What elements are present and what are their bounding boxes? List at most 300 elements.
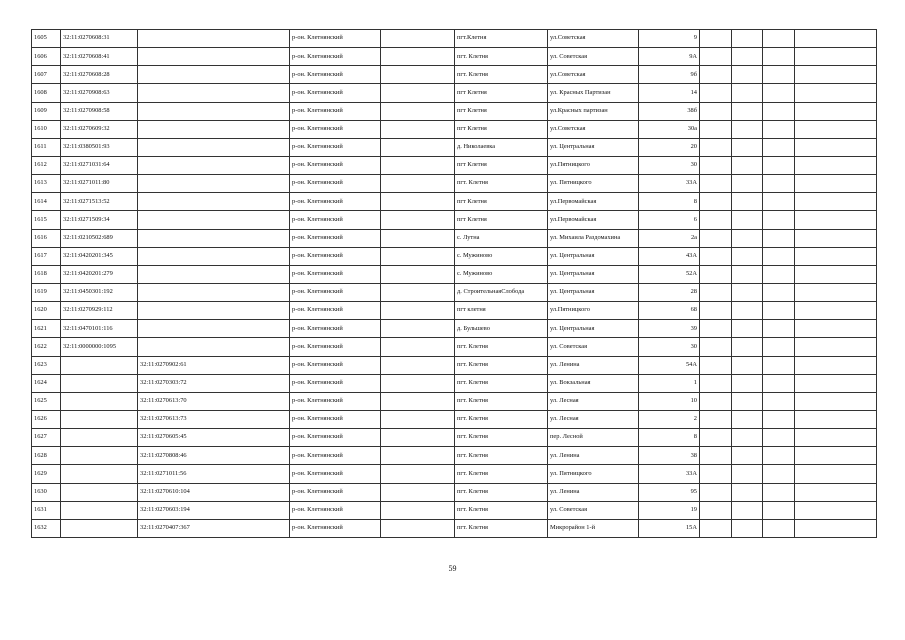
empty-cell — [381, 66, 455, 84]
street-cell: ул.Советская — [548, 30, 639, 48]
empty-cell — [732, 30, 763, 48]
empty-cell — [732, 320, 763, 338]
cadastral-number-b: 32:11:0270613:70 — [138, 392, 290, 410]
empty-cell — [700, 66, 732, 84]
cadastral-number-a: 32:11:0450301:192 — [61, 283, 138, 301]
house-number-cell: 10 — [639, 392, 700, 410]
cadastral-number-a: 32:11:0270609:32 — [61, 120, 138, 138]
locality-cell: пгт. Клетня — [455, 338, 548, 356]
empty-cell — [763, 374, 795, 392]
empty-cell — [795, 48, 877, 66]
empty-cell — [732, 265, 763, 283]
street-cell: ул. Пятницкого — [548, 465, 639, 483]
cadastral-number-b — [138, 48, 290, 66]
locality-cell: пгт. Клетня — [455, 429, 548, 447]
empty-cell — [381, 338, 455, 356]
cadastral-number-b — [138, 265, 290, 283]
empty-cell — [732, 501, 763, 519]
locality-cell: пгт. Клетня — [455, 465, 548, 483]
district-cell: р-он. Клетнянский — [290, 302, 381, 320]
empty-cell — [763, 156, 795, 174]
empty-cell — [763, 102, 795, 120]
table-row — [32, 356, 877, 374]
house-number-cell: 2 — [639, 410, 700, 428]
locality-cell: пгт. Клетня — [455, 356, 548, 374]
empty-cell — [700, 229, 732, 247]
locality-cell: с. Лутна — [455, 229, 548, 247]
empty-cell — [795, 519, 877, 537]
empty-cell — [700, 283, 732, 301]
empty-cell — [795, 501, 877, 519]
table-row — [32, 483, 877, 501]
empty-cell — [732, 66, 763, 84]
empty-cell — [763, 302, 795, 320]
cadastral-number-b — [138, 84, 290, 102]
row-number: 1632 — [32, 519, 61, 537]
street-cell: ул.Пятницкого — [548, 302, 639, 320]
street-cell: ул. Советская — [548, 338, 639, 356]
empty-cell — [795, 247, 877, 265]
district-cell: р-он. Клетнянский — [290, 519, 381, 537]
street-cell: ул. Ленина — [548, 447, 639, 465]
empty-cell — [732, 175, 763, 193]
table-row — [32, 283, 877, 301]
locality-cell: пгт. Клетня — [455, 392, 548, 410]
cadastral-number-a: 32:11:0380501:93 — [61, 138, 138, 156]
house-number-cell: 6 — [639, 211, 700, 229]
street-cell: пер. Лесной — [548, 429, 639, 447]
table-row — [32, 320, 877, 338]
empty-cell — [732, 48, 763, 66]
house-number-cell: 43А — [639, 247, 700, 265]
district-cell: р-он. Клетнянский — [290, 156, 381, 174]
empty-cell — [732, 392, 763, 410]
empty-cell — [763, 392, 795, 410]
table-row — [32, 392, 877, 410]
cadastral-number-a: 32:11:0270608:41 — [61, 48, 138, 66]
house-number-cell: 9б — [639, 66, 700, 84]
empty-cell — [381, 156, 455, 174]
house-number-cell: 8 — [639, 429, 700, 447]
empty-cell — [795, 66, 877, 84]
house-number-cell: 33А — [639, 465, 700, 483]
street-cell: ул. Советская — [548, 48, 639, 66]
empty-cell — [795, 156, 877, 174]
empty-cell — [732, 338, 763, 356]
cadastral-number-b — [138, 193, 290, 211]
district-cell: р-он. Клетнянский — [290, 501, 381, 519]
street-cell: ул. Красных Партизан — [548, 84, 639, 102]
empty-cell — [700, 338, 732, 356]
row-number: 1606 — [32, 48, 61, 66]
empty-cell — [381, 356, 455, 374]
cadastral-number-b — [138, 102, 290, 120]
empty-cell — [381, 265, 455, 283]
district-cell: р-он. Клетнянский — [290, 447, 381, 465]
table-row — [32, 30, 877, 48]
row-number: 1625 — [32, 392, 61, 410]
empty-cell — [700, 447, 732, 465]
row-number: 1628 — [32, 447, 61, 465]
district-cell: р-он. Клетнянский — [290, 48, 381, 66]
table-row — [32, 410, 877, 428]
district-cell: р-он. Клетнянский — [290, 265, 381, 283]
house-number-cell: 30 — [639, 156, 700, 174]
row-number: 1631 — [32, 501, 61, 519]
page-number: 59 — [448, 564, 457, 573]
district-cell: р-он. Клетнянский — [290, 392, 381, 410]
cadastral-number-a — [61, 429, 138, 447]
empty-cell — [700, 465, 732, 483]
street-cell: ул. Ленина — [548, 483, 639, 501]
cadastral-number-b — [138, 211, 290, 229]
street-cell: ул. Советская — [548, 501, 639, 519]
street-cell: ул. Лесная — [548, 410, 639, 428]
empty-cell — [700, 193, 732, 211]
street-cell: ул. Пятницкого — [548, 175, 639, 193]
house-number-cell: 30 — [639, 338, 700, 356]
empty-cell — [732, 447, 763, 465]
district-cell: р-он. Клетнянский — [290, 120, 381, 138]
empty-cell — [795, 283, 877, 301]
cadastral-number-b — [138, 320, 290, 338]
house-number-cell: 33А — [639, 175, 700, 193]
house-number-cell: 20 — [639, 138, 700, 156]
street-cell: ул. Центральная — [548, 283, 639, 301]
locality-cell: пгт Клетня — [455, 84, 548, 102]
cadastral-number-a — [61, 410, 138, 428]
cadastral-number-b: 32:11:0270603:194 — [138, 501, 290, 519]
table-row — [32, 193, 877, 211]
empty-cell — [700, 48, 732, 66]
table-row — [32, 66, 877, 84]
cadastral-number-b: 32:11:0270303:72 — [138, 374, 290, 392]
empty-cell — [732, 102, 763, 120]
empty-cell — [732, 302, 763, 320]
district-cell: р-он. Клетнянский — [290, 211, 381, 229]
table-row — [32, 429, 877, 447]
house-number-cell: 1 — [639, 374, 700, 392]
empty-cell — [381, 465, 455, 483]
empty-cell — [763, 519, 795, 537]
row-number: 1617 — [32, 247, 61, 265]
locality-cell: пгт. Клетня — [455, 519, 548, 537]
house-number-cell: 39 — [639, 320, 700, 338]
empty-cell — [763, 429, 795, 447]
locality-cell: д. Николаевка — [455, 138, 548, 156]
cadastral-number-a: 32:11:0420201:279 — [61, 265, 138, 283]
empty-cell — [381, 48, 455, 66]
house-number-cell: 68 — [639, 302, 700, 320]
locality-cell: пгт.Клетня — [455, 30, 548, 48]
empty-cell — [381, 211, 455, 229]
empty-cell — [381, 410, 455, 428]
row-number: 1629 — [32, 465, 61, 483]
empty-cell — [381, 429, 455, 447]
empty-cell — [381, 392, 455, 410]
empty-cell — [732, 229, 763, 247]
house-number-cell: 8 — [639, 193, 700, 211]
cadastral-number-b — [138, 120, 290, 138]
locality-cell: д. СтроительнаяСлобода — [455, 283, 548, 301]
empty-cell — [381, 30, 455, 48]
empty-cell — [732, 193, 763, 211]
empty-cell — [732, 519, 763, 537]
empty-cell — [795, 265, 877, 283]
empty-cell — [381, 302, 455, 320]
locality-cell: пгт. Клетня — [455, 447, 548, 465]
district-cell: р-он. Клетнянский — [290, 283, 381, 301]
cadastral-number-a — [61, 519, 138, 537]
district-cell: р-он. Клетнянский — [290, 175, 381, 193]
registry-body — [32, 30, 877, 538]
street-cell: ул.Красных партизан — [548, 102, 639, 120]
row-number: 1623 — [32, 356, 61, 374]
district-cell: р-он. Клетнянский — [290, 483, 381, 501]
house-number-cell: 19 — [639, 501, 700, 519]
empty-cell — [795, 429, 877, 447]
empty-cell — [763, 175, 795, 193]
house-number-cell: 38 — [639, 447, 700, 465]
empty-cell — [381, 483, 455, 501]
table-row — [32, 84, 877, 102]
locality-cell: пгт. Клетня — [455, 66, 548, 84]
empty-cell — [700, 429, 732, 447]
empty-cell — [381, 175, 455, 193]
empty-cell — [795, 447, 877, 465]
row-number: 1605 — [32, 30, 61, 48]
empty-cell — [381, 447, 455, 465]
locality-cell: пгт Клетня — [455, 102, 548, 120]
cadastral-number-a — [61, 501, 138, 519]
row-number: 1612 — [32, 156, 61, 174]
empty-cell — [700, 156, 732, 174]
district-cell: р-он. Клетнянский — [290, 338, 381, 356]
empty-cell — [763, 283, 795, 301]
district-cell: р-он. Клетнянский — [290, 320, 381, 338]
cadastral-number-a: 32:11:0270608:28 — [61, 66, 138, 84]
locality-cell: пгт клетня — [455, 302, 548, 320]
district-cell: р-он. Клетнянский — [290, 247, 381, 265]
empty-cell — [763, 138, 795, 156]
cadastral-number-b: 32:11:0270605:45 — [138, 429, 290, 447]
empty-cell — [700, 483, 732, 501]
empty-cell — [381, 229, 455, 247]
row-number: 1621 — [32, 320, 61, 338]
district-cell: р-он. Клетнянский — [290, 356, 381, 374]
row-number: 1626 — [32, 410, 61, 428]
empty-cell — [763, 193, 795, 211]
cadastral-number-a: 32:11:0271011:80 — [61, 175, 138, 193]
empty-cell — [732, 483, 763, 501]
table-row — [32, 120, 877, 138]
cadastral-number-b — [138, 302, 290, 320]
empty-cell — [700, 102, 732, 120]
table-row — [32, 247, 877, 265]
cadastral-number-a — [61, 465, 138, 483]
cadastral-number-a — [61, 447, 138, 465]
cadastral-number-a: 32:11:0270929:112 — [61, 302, 138, 320]
cadastral-number-a: 32:11:0420201:345 — [61, 247, 138, 265]
row-number: 1614 — [32, 193, 61, 211]
district-cell: р-он. Клетнянский — [290, 374, 381, 392]
cadastral-number-b — [138, 175, 290, 193]
cadastral-number-b — [138, 338, 290, 356]
district-cell: р-он. Клетнянский — [290, 465, 381, 483]
row-number: 1610 — [32, 120, 61, 138]
cadastral-number-b — [138, 156, 290, 174]
locality-cell: д. Бульшево — [455, 320, 548, 338]
empty-cell — [732, 211, 763, 229]
empty-cell — [381, 247, 455, 265]
empty-cell — [700, 84, 732, 102]
empty-cell — [763, 48, 795, 66]
empty-cell — [795, 30, 877, 48]
table-row — [32, 501, 877, 519]
house-number-cell: 95 — [639, 483, 700, 501]
empty-cell — [700, 392, 732, 410]
district-cell: р-он. Клетнянский — [290, 429, 381, 447]
house-number-cell: 30а — [639, 120, 700, 138]
street-cell: ул.Советская — [548, 66, 639, 84]
street-cell: ул. Ленина — [548, 356, 639, 374]
empty-cell — [763, 338, 795, 356]
row-number: 1615 — [32, 211, 61, 229]
empty-cell — [763, 120, 795, 138]
table-row — [32, 102, 877, 120]
cadastral-number-a: 32:11:0270608:31 — [61, 30, 138, 48]
empty-cell — [795, 338, 877, 356]
district-cell: р-он. Клетнянский — [290, 84, 381, 102]
cadastral-number-a: 32:11:0210502:689 — [61, 229, 138, 247]
empty-cell — [795, 374, 877, 392]
empty-cell — [795, 483, 877, 501]
registry-table — [31, 29, 877, 538]
empty-cell — [381, 501, 455, 519]
empty-cell — [381, 102, 455, 120]
empty-cell — [732, 356, 763, 374]
cadastral-number-b — [138, 247, 290, 265]
table-row — [32, 447, 877, 465]
table-row — [32, 338, 877, 356]
district-cell: р-он. Клетнянский — [290, 30, 381, 48]
empty-cell — [381, 84, 455, 102]
row-number: 1613 — [32, 175, 61, 193]
empty-cell — [700, 265, 732, 283]
empty-cell — [763, 447, 795, 465]
table-row — [32, 374, 877, 392]
cadastral-number-a — [61, 483, 138, 501]
empty-cell — [763, 265, 795, 283]
row-number: 1622 — [32, 338, 61, 356]
empty-cell — [795, 465, 877, 483]
cadastral-number-b — [138, 138, 290, 156]
cadastral-number-b: 32:11:0270610:104 — [138, 483, 290, 501]
row-number: 1627 — [32, 429, 61, 447]
empty-cell — [732, 283, 763, 301]
cadastral-number-b: 32:11:0270613:73 — [138, 410, 290, 428]
cadastral-number-a: 32:11:0271031:64 — [61, 156, 138, 174]
row-number: 1624 — [32, 374, 61, 392]
house-number-cell: 15А — [639, 519, 700, 537]
locality-cell: пгт. Клетня — [455, 483, 548, 501]
empty-cell — [700, 138, 732, 156]
empty-cell — [381, 320, 455, 338]
empty-cell — [732, 156, 763, 174]
locality-cell: пгт Клетня — [455, 156, 548, 174]
house-number-cell: 14 — [639, 84, 700, 102]
empty-cell — [381, 519, 455, 537]
district-cell: р-он. Клетнянский — [290, 102, 381, 120]
table-row — [32, 211, 877, 229]
row-number: 1630 — [32, 483, 61, 501]
cadastral-number-b: 32:11:0271011:56 — [138, 465, 290, 483]
house-number-cell: 38б — [639, 102, 700, 120]
street-cell: ул. Вокзальная — [548, 374, 639, 392]
cadastral-number-b — [138, 229, 290, 247]
empty-cell — [700, 175, 732, 193]
locality-cell: пгт. Клетня — [455, 374, 548, 392]
cadastral-number-a: 32:11:0270908:58 — [61, 102, 138, 120]
cadastral-number-a: 32:11:0271513:52 — [61, 193, 138, 211]
empty-cell — [795, 302, 877, 320]
empty-cell — [700, 320, 732, 338]
empty-cell — [732, 465, 763, 483]
locality-cell: пгт Клетня — [455, 120, 548, 138]
street-cell: Микрорайон 1-й — [548, 519, 639, 537]
cadastral-number-b — [138, 66, 290, 84]
empty-cell — [795, 229, 877, 247]
empty-cell — [700, 519, 732, 537]
district-cell: р-он. Клетнянский — [290, 138, 381, 156]
street-cell: ул. Центральная — [548, 320, 639, 338]
empty-cell — [700, 211, 732, 229]
street-cell: ул. Центральная — [548, 138, 639, 156]
district-cell: р-он. Клетнянский — [290, 193, 381, 211]
table-row — [32, 302, 877, 320]
row-number: 1608 — [32, 84, 61, 102]
empty-cell — [795, 193, 877, 211]
street-cell: ул.Первомайская — [548, 211, 639, 229]
house-number-cell: 28 — [639, 283, 700, 301]
empty-cell — [732, 138, 763, 156]
table-row — [32, 138, 877, 156]
cadastral-number-a — [61, 392, 138, 410]
empty-cell — [795, 175, 877, 193]
empty-cell — [381, 374, 455, 392]
empty-cell — [763, 229, 795, 247]
empty-cell — [795, 320, 877, 338]
locality-cell: пгт. Клетня — [455, 501, 548, 519]
locality-cell: пгт Клетня — [455, 211, 548, 229]
row-number: 1607 — [32, 66, 61, 84]
cadastral-number-a: 32:11:0271509:34 — [61, 211, 138, 229]
district-cell: р-он. Клетнянский — [290, 410, 381, 428]
row-number: 1620 — [32, 302, 61, 320]
empty-cell — [795, 138, 877, 156]
table-row — [32, 465, 877, 483]
empty-cell — [763, 84, 795, 102]
table-row — [32, 156, 877, 174]
empty-cell — [732, 374, 763, 392]
street-cell: ул. Михаила Раздомахина — [548, 229, 639, 247]
house-number-cell: 2а — [639, 229, 700, 247]
locality-cell: пгт Клетня — [455, 193, 548, 211]
empty-cell — [795, 211, 877, 229]
street-cell: ул. Лесная — [548, 392, 639, 410]
house-number-cell: 9А — [639, 48, 700, 66]
cadastral-number-b — [138, 283, 290, 301]
